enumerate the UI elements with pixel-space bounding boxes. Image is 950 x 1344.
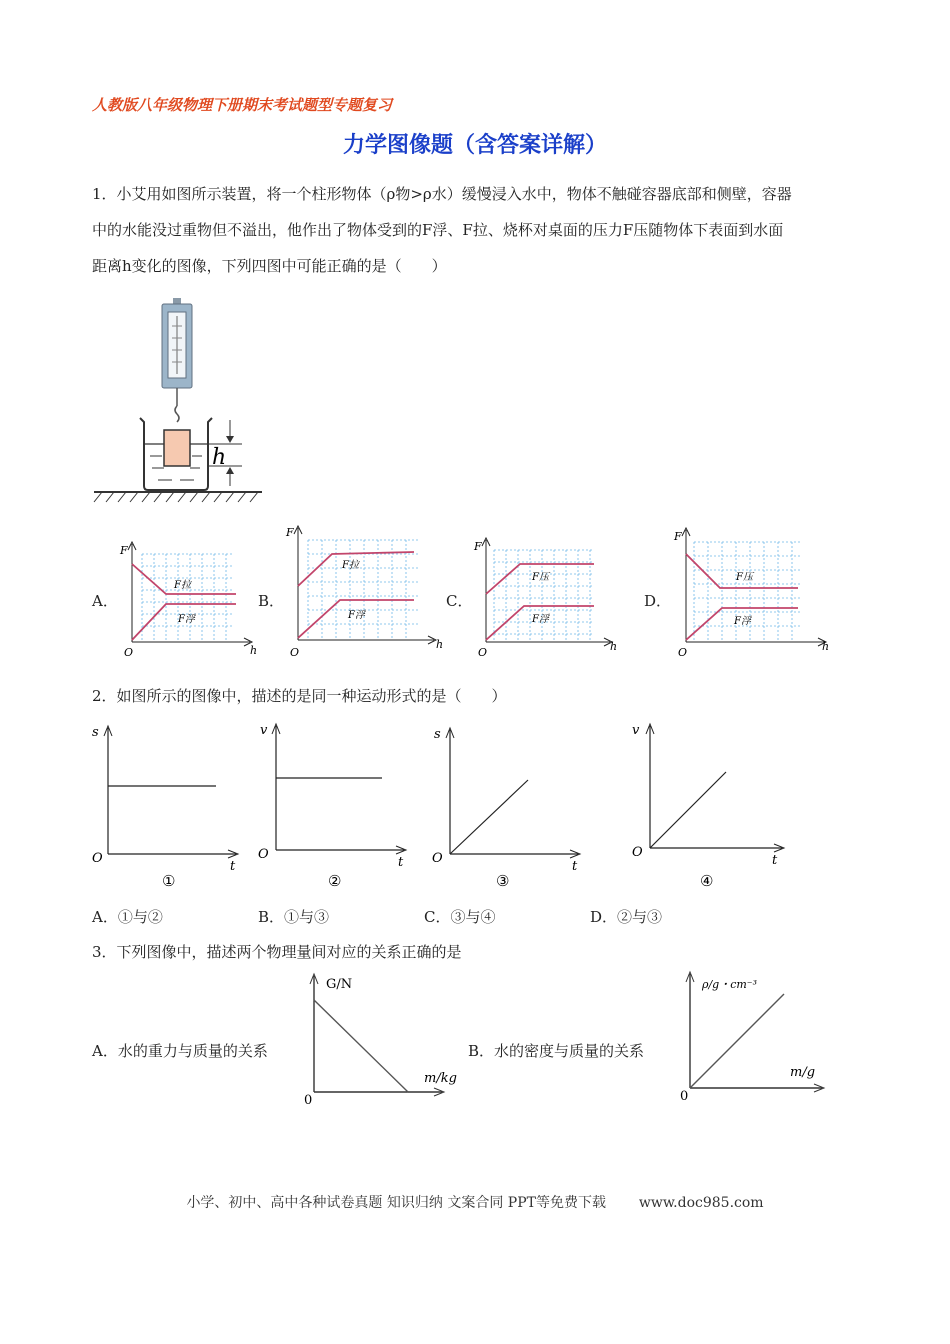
q1-option-d-graph xyxy=(664,524,834,660)
q3-graph-b xyxy=(672,966,832,1106)
axis-y-label: F xyxy=(474,540,482,553)
spring-scale xyxy=(162,298,192,422)
footer-url[interactable]: www.doc985.com xyxy=(638,1195,764,1211)
q1-option-c-letter: C． xyxy=(446,592,473,610)
upper-curve-label: F拉 xyxy=(342,560,359,571)
graph-caption: ① xyxy=(162,872,176,890)
q2-graph-3 xyxy=(428,720,588,894)
axis-y-label: ρ/g・cm⁻³ xyxy=(702,978,758,991)
axis-y-label: s xyxy=(434,727,441,742)
axis-x-label: h xyxy=(250,644,258,657)
axis-x-label: t xyxy=(398,855,404,870)
lower-curve-label: F浮 xyxy=(348,610,365,621)
q1-line-3: 距离h变化的图像，下列四图中可能正确的是（ ） xyxy=(92,257,447,275)
table-surface xyxy=(94,492,262,502)
h-label: h xyxy=(212,445,227,470)
upper-curve-label: F压 xyxy=(736,572,753,583)
origin-label: O xyxy=(290,646,300,659)
origin-label: O xyxy=(432,851,443,866)
cylinder-object xyxy=(164,430,190,466)
lower-curve-label: F浮 xyxy=(734,616,751,627)
graph-line xyxy=(450,780,528,854)
upper-curve-label: F拉 xyxy=(174,580,191,591)
q2-graph-2 xyxy=(254,716,414,894)
origin-label: O xyxy=(258,847,269,862)
grid xyxy=(308,540,418,638)
graph-line xyxy=(314,1000,408,1092)
q2-graph-1 xyxy=(88,718,248,894)
footer xyxy=(0,1192,950,1212)
q1-option-b-graph xyxy=(278,520,448,660)
q1-option-d-letter: D． xyxy=(644,592,672,610)
axis-x-label: t xyxy=(572,859,578,874)
h-dimension xyxy=(208,420,242,486)
origin-label: 0 xyxy=(304,1093,313,1106)
question-3-stem: 3．下列图像中，描述两个物理量间对应的关系正确的是 xyxy=(92,943,462,961)
graph-caption: ④ xyxy=(700,872,714,890)
axis-y-label: F xyxy=(674,530,682,543)
graph-line xyxy=(690,994,784,1088)
q1-line-2: 中的水能没过重物但不溢出，他作出了物体受到的F浮、F拉、烧杯对桌面的压力F压随物体下表面到水面 xyxy=(92,221,784,239)
axis-y-label: v xyxy=(260,723,268,738)
q2-option-d: D．②与③ xyxy=(590,908,663,926)
subtitle: 人教版八年级物理下册期末考试题型专题复习 xyxy=(92,96,393,114)
q3-option-b: B．水的密度与质量的关系 xyxy=(468,1042,645,1060)
q1-option-a-letter: A． xyxy=(92,592,118,610)
graph-caption: ② xyxy=(328,872,342,890)
axis-y-label: F xyxy=(286,526,294,539)
q1-option-a-graph xyxy=(112,536,262,660)
axis-x-label: t xyxy=(772,853,778,868)
origin-label: O xyxy=(678,646,688,659)
origin-label: O xyxy=(632,845,643,860)
axis-y-label: s xyxy=(92,725,99,740)
axis-x-label: m/g xyxy=(790,1065,816,1080)
axis-x-label: h xyxy=(822,640,830,653)
axis-y-label: v xyxy=(632,723,640,738)
upper-curve-label: F压 xyxy=(532,572,549,583)
q2-option-a: A．①与② xyxy=(92,908,163,926)
axis-x-label: t xyxy=(230,859,236,874)
q1-line-1: 1．小艾用如图所示装置，将一个柱形物体（ρ物>ρ水）缓慢浸入水中，物体不触碰容器底部和侧壁，容器 xyxy=(92,185,792,203)
q2-option-b: B．①与③ xyxy=(258,908,330,926)
question-1-stem xyxy=(92,176,862,284)
axis-x-label: h xyxy=(436,638,444,651)
origin-label: 0 xyxy=(680,1089,689,1104)
q2-option-c: C．③与④ xyxy=(424,908,496,926)
axis-y-label: F xyxy=(120,544,128,557)
lower-curve-label: F浮 xyxy=(532,614,549,625)
grid xyxy=(142,554,232,640)
axis-x-label: m/kg xyxy=(424,1071,457,1086)
q1-option-c-graph xyxy=(466,534,626,660)
origin-label: O xyxy=(124,646,134,659)
graph-line xyxy=(650,772,726,848)
page-title: 力学图像题（含答案详解） xyxy=(342,132,607,158)
lower-curve-label: F浮 xyxy=(178,614,195,625)
q3-option-a: A．水的重力与质量的关系 xyxy=(92,1042,268,1060)
q1-option-b-letter: B． xyxy=(258,592,285,610)
apparatus-figure xyxy=(92,296,272,506)
origin-label: O xyxy=(478,646,488,659)
graph-caption: ③ xyxy=(496,872,510,890)
question-2-stem: 2．如图所示的图像中，描述的是同一种运动形式的是（ ） xyxy=(92,687,507,705)
q3-graph-a xyxy=(296,970,466,1106)
axis-x-label: h xyxy=(610,640,618,653)
footer-text: 小学、初中、高中各种试卷真题 知识归纳 文案合同 PPT等免费下载 xyxy=(186,1195,606,1211)
axis-y-label: G/N xyxy=(326,977,353,992)
q2-graph-4 xyxy=(626,716,796,894)
origin-label: O xyxy=(92,851,103,866)
